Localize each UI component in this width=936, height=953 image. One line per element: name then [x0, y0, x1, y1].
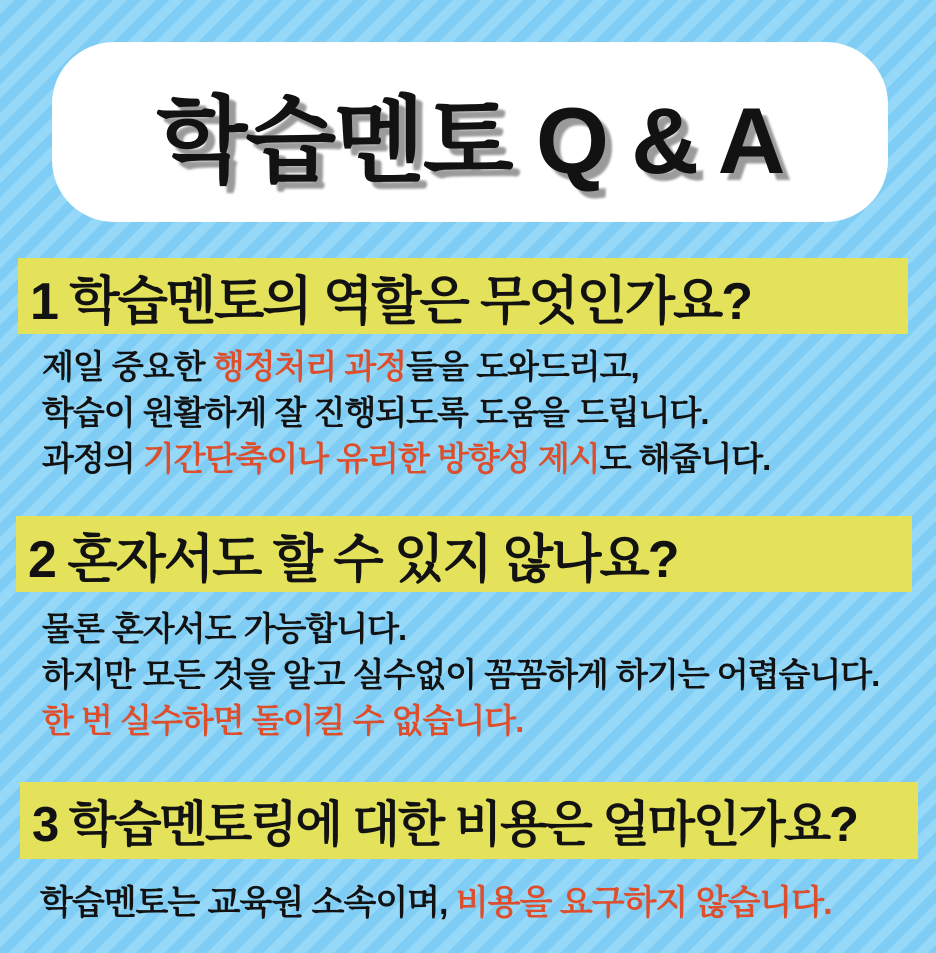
question-3-banner — [20, 782, 918, 859]
answer-text: 제일 중요한 — [42, 348, 213, 385]
answer-1-line-3 — [42, 436, 770, 482]
answer-text: 들을 도와드리고, — [406, 348, 639, 385]
answer-text: 물론 혼자서도 가능합니다. — [42, 610, 407, 647]
answer-text: 과정의 — [42, 440, 143, 477]
answer-text: 하지만 모든 것을 알고 실수없이 꼼꼼하게 하기는 어렵습니다. — [42, 656, 880, 693]
question-3-text: 3 학습멘토링에 대한 비용은 얼마인가요? — [32, 797, 857, 852]
answer-text: 도 해줍니다. — [599, 440, 771, 477]
question-2-text: 2 혼자서도 할 수 있지 않나요? — [28, 530, 678, 589]
answer-text: 학습멘토는 교육원 소속이며, — [40, 884, 456, 922]
answer-1 — [42, 344, 770, 482]
answer-2-line-3 — [42, 698, 879, 744]
answer-2 — [42, 606, 879, 744]
page-title: 학습멘토 Q & A — [156, 87, 784, 193]
answer-2-line-1 — [42, 606, 879, 652]
answer-3-line-1 — [40, 880, 832, 926]
answer-1-line-1 — [42, 344, 770, 390]
answer-highlight: 행정처리 과정 — [212, 348, 407, 385]
answer-2-line-2 — [42, 652, 879, 698]
answer-highlight: 비용을 요구하지 않습니다. — [455, 884, 832, 922]
answer-text: 학습이 원활하게 잘 진행되도록 도움을 드립니다. — [42, 394, 709, 431]
answer-1-line-2 — [42, 390, 770, 436]
answer-3 — [40, 880, 832, 926]
answer-highlight: 기간단축이나 유리한 방향성 제시 — [142, 440, 600, 477]
question-1-text: 1 학습멘토의 역할은 무엇인가요? — [30, 272, 752, 331]
answer-highlight: 한 번 실수하면 돌이킬 수 없습니다. — [42, 702, 524, 739]
question-1-banner — [18, 258, 908, 334]
question-2-banner — [16, 516, 912, 592]
title-card — [52, 42, 888, 222]
